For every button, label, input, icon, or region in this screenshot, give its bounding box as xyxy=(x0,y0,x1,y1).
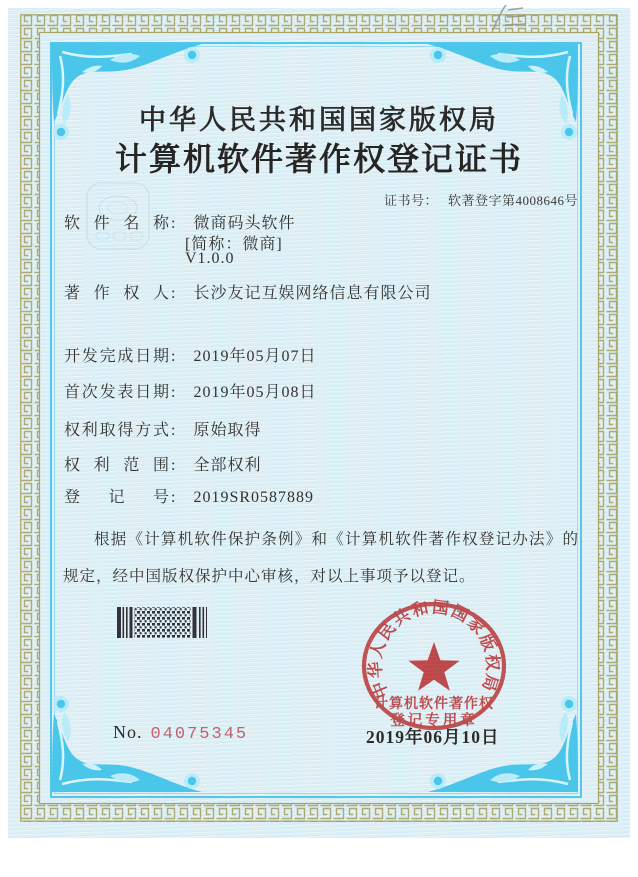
field-acquisition-method xyxy=(64,417,261,440)
field-colon: : xyxy=(171,489,176,506)
serial-label: No. xyxy=(113,722,143,742)
software-version: V1.0.0 xyxy=(185,250,235,267)
seal-ring-text: 中华人民共和国国家版权局 xyxy=(365,597,503,701)
field-label: 权利范围 xyxy=(64,457,170,474)
first-publish-date-value: 2019年05月08日 xyxy=(193,384,317,401)
certificate-number-label: 证书号： xyxy=(384,193,439,208)
field-colon: : xyxy=(171,384,176,401)
field-dev-complete-date xyxy=(64,343,316,366)
holder-value: 长沙友记互娱网络信息有限公司 xyxy=(193,285,432,302)
field-colon: : xyxy=(171,215,176,232)
seal-line2: 登记专用章 xyxy=(390,713,478,729)
scope-value: 全部权利 xyxy=(193,457,262,474)
field-rights-scope xyxy=(64,452,261,475)
field-label: 权利取得方式 xyxy=(64,422,170,439)
certificate-title: 计算机软件著作权登记证书 xyxy=(114,141,523,177)
official-seal xyxy=(351,586,517,746)
field-colon: : xyxy=(171,422,176,439)
serial-number: 04075345 xyxy=(150,725,249,744)
acquisition-value: 原始取得 xyxy=(193,422,262,439)
registration-number-value: 2019SR0587889 xyxy=(193,489,315,506)
field-software-name xyxy=(64,210,295,233)
seal-line1: 计算机软件著作权 xyxy=(374,697,494,712)
issue-date: 2019年06月10日 xyxy=(366,727,500,747)
field-label: 登记号 xyxy=(64,489,170,506)
field-first-publish-date xyxy=(64,379,316,402)
serial-number-line xyxy=(113,722,248,744)
software-short-name: [简称：微商] xyxy=(185,236,283,253)
field-label: 著作权人 xyxy=(64,285,170,302)
field-registration-number xyxy=(64,484,314,507)
field-colon: : xyxy=(171,285,176,302)
pencil-mark xyxy=(488,2,540,32)
field-copyright-holder xyxy=(64,280,431,303)
authority-title: 中华人民共和国国家版权局 xyxy=(139,105,499,135)
field-colon: : xyxy=(171,348,176,365)
barcode xyxy=(117,605,213,643)
seal-star-icon xyxy=(408,642,459,691)
registration-statement: 根据《计算机软件保护条例》和《计算机软件著作权登记办法》的规定，经中国版权保护中心审核，对以上事项予以登记。 xyxy=(63,531,579,585)
field-label: 开发完成日期 xyxy=(64,348,170,365)
field-colon: : xyxy=(171,457,176,474)
software-name-value: 微商码头软件 xyxy=(193,215,296,232)
certificate-number-value: 软著登字第4008646号 xyxy=(448,193,579,208)
field-label: 首次发表日期 xyxy=(64,384,170,401)
dev-complete-date-value: 2019年05月07日 xyxy=(193,348,317,365)
certificate-number-line xyxy=(384,190,578,209)
field-label: 软件名称 xyxy=(64,215,170,232)
